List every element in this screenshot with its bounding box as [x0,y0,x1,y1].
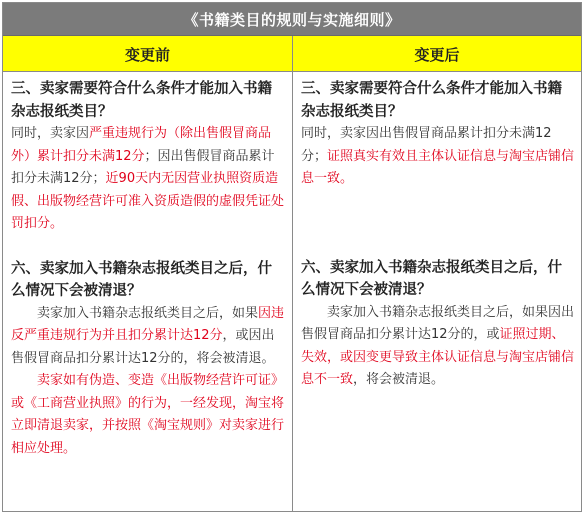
after-column [293,72,581,511]
after-s6-text-1: 卖家加入书籍杂志报纸类目之后，如果因出售假冒商品扣分累计达12分的，或 [301,304,575,342]
before-s6-text-1: 卖家加入书籍杂志报纸类目之后，如果 [37,305,259,321]
before-column [3,72,293,511]
after-s6-text-2: ，将会被清退。 [353,372,445,387]
table-title: 《书籍类目的规则与实施细则》 [3,3,581,36]
spacer [301,213,575,235]
header-row [3,36,581,72]
before-section6-heading: 六、卖家加入书籍杂志报纸类目之后，什么情况下会被清退？ [11,260,272,299]
before-s6-text-2: ，或因出售假冒商品扣分累计达12分的，将会被清退。 [11,328,275,366]
before-section6-text [11,303,286,371]
before-section3-text [11,123,286,236]
after-section6-heading: 六、卖家加入书籍杂志报纸类目之后，什么情况下会被清退？ [301,259,562,298]
after-s6-highlight-1: 证照过期、失效，或因变更导致主体认证信息与淘宝店铺信息不一致 [301,327,575,387]
before-s3-text-2: ；因出售假冒商品累计扣分未满12分； [11,148,275,186]
before-section3-heading: 三、卖家需要符合什么条件才能加入书籍杂志报纸类目？ [11,81,272,120]
before-s3-text-1: 同时，卖家因 [11,126,90,141]
after-s3-text-1: 同时，卖家因出售假冒商品累计扣分未满12分； [301,126,552,164]
after-section6-text [301,302,575,392]
spacer [301,235,575,257]
after-s3-highlight-1: 证照真实有效且主体认证信息与淘宝店铺信息一致。 [301,148,575,186]
before-s3-highlight-1: 严重违规行为（除出售假冒商品外）累计扣分未满12分 [11,126,272,164]
after-section3-heading: 三、卖家需要符合什么条件才能加入书籍杂志报纸类目？ [301,81,562,120]
header-before: 变更前 [3,36,293,72]
spacer [301,191,575,213]
before-s3-highlight-2: 近90天内无因营业执照资质造假、出版物经营许可准入资质造假的虚假凭证处罚扣分。 [11,171,285,231]
before-section6-forgery-text: 卖家如有伪造、变造《出版物经营许可证》或《工商营业执照》的行为，一经发现，淘宝将立即清退卖家，并按照《淘宝规则》对卖家进行相应处理。 [11,373,285,456]
header-after: 变更后 [414,45,460,64]
spacer [11,236,286,258]
before-s6-highlight-1: 因违反严重违规行为并且扣分累计达12分 [11,305,285,343]
rules-comparison-table [2,2,582,512]
after-section3-text [301,123,575,191]
